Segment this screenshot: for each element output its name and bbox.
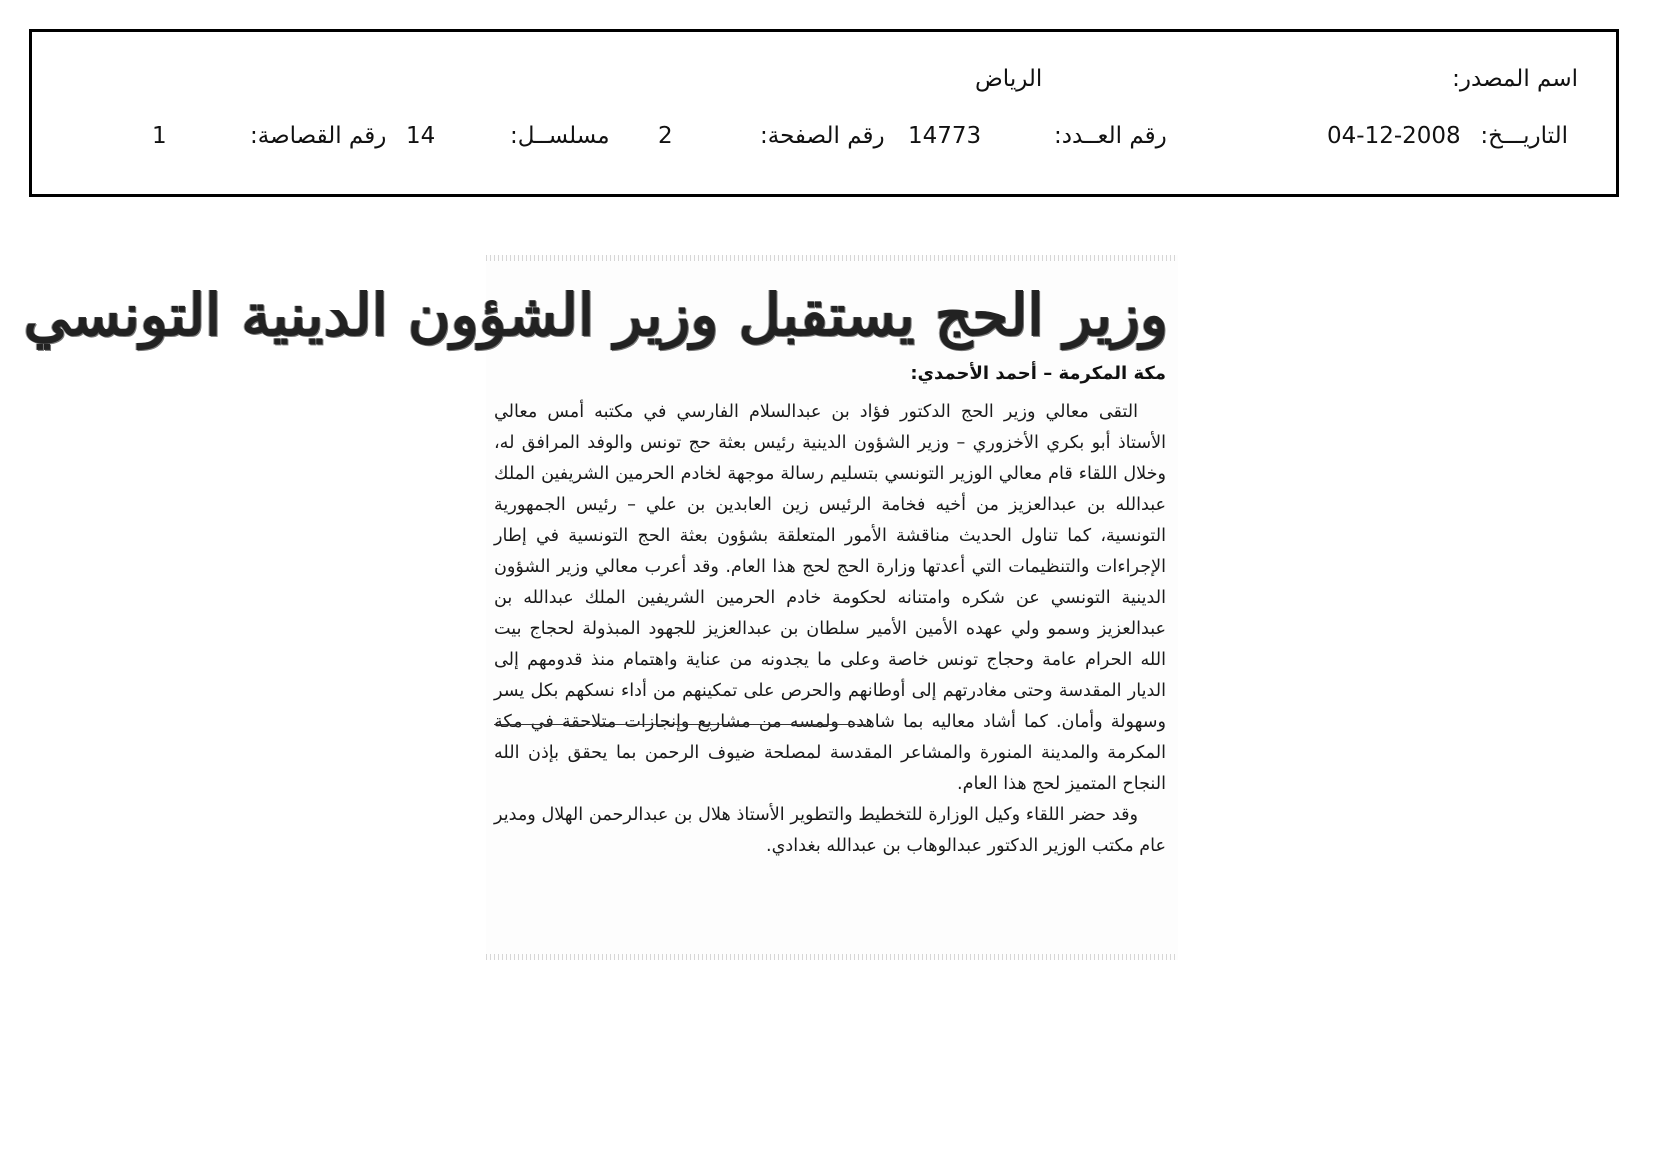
page-label: رقم الصفحة:: [760, 123, 885, 149]
clipping-bottom-edge: [486, 954, 1178, 960]
article-body: [494, 397, 1166, 862]
date-value: 04-12-2008: [1327, 123, 1461, 149]
source-label: اسم المصدر:: [1452, 66, 1578, 92]
serial-value: 14: [406, 123, 436, 149]
date-label: التاريـــخ:: [1480, 123, 1568, 149]
clipping-header: [29, 29, 1619, 197]
page-value: 2: [658, 123, 673, 149]
newspaper-clipping: [23, 255, 1178, 960]
clip-label: رقم القصاصة:: [250, 123, 387, 149]
article-paragraph-1: التقى معالي وزير الحج الدكتور فؤاد بن عبدالسلام الفارسي في مكتبه أمس معالي الأستاذ أبو بكري الأخزوري – وزير الشؤون الدينية رئيس بعثة حج تونس والوفد المرافق له، وخلال اللقاء قام معالي الوزير التونسي بتسليم رسالة موجهة لخادم الحرمين الشريفين الملك عبدالله بن عبدالعزيز من أخيه فخامة الرئيس زين العابدين بن علي – رئيس الجمهورية التونسية، كما تناول الحديث مناقشة الأمور المتعلقة بشؤون بعثة الحج التونسية في إطار الإجراءات والتنظيمات التي أعدتها وزارة الحج لحج هذا العام. وقد أعرب معالي وزير الشؤون الدينية التونسي عن شكره وامتنانه لحكومة خادم الحرمين الشريفين الملك عبدالله بن عبدالعزيز وسمو ولي عهده الأمين الأمير سلطان بن عبدالعزيز للجهود المبذولة لحجاج بيت الله الحرام عامة وحجاج تونس خاصة وعلى ما يجدونه من عناية واهتمام منذ قدومهم إلى الديار المقدسة وحتى مغادرتهم إلى أوطانهم والحرص على تمكينهم من أداء نسكهم بكل يسر وسهولة وأمان. كما أشاد معاليه بما شاهده ولمسه من مشاريع وإنجازات متلاحقة في مكة المكرمة والمدينة المنورة والمشاعر المقدسة لمصلحة ضيوف الرحمن بما يحقق بإذن الله النجاح المتميز لحج هذا العام.: [494, 402, 1166, 794]
strike-line: [494, 724, 866, 725]
article-byline: مكة المكرمة – أحمد الأحمدي:: [910, 363, 1166, 384]
serial-label: مسلســل:: [510, 123, 610, 149]
article-paragraph-2: وقد حضر اللقاء وكيل الوزارة للتخطيط والتطوير الأستاذ هلال بن عبدالرحمن الهلال ومدير عام مكتب الوزير الدكتور عبدالوهاب بن عبدالله بغدادي.: [494, 805, 1166, 856]
clip-value: 1: [152, 123, 167, 149]
issue-label: رقم العــدد:: [1054, 123, 1167, 149]
issue-value: 14773: [908, 123, 982, 149]
source-value: الرياض: [975, 66, 1043, 92]
clipping-top-edge: [486, 255, 1178, 261]
article-headline: وزير الحج يستقبل وزير الشؤون الدينية التونسي: [23, 281, 1168, 349]
